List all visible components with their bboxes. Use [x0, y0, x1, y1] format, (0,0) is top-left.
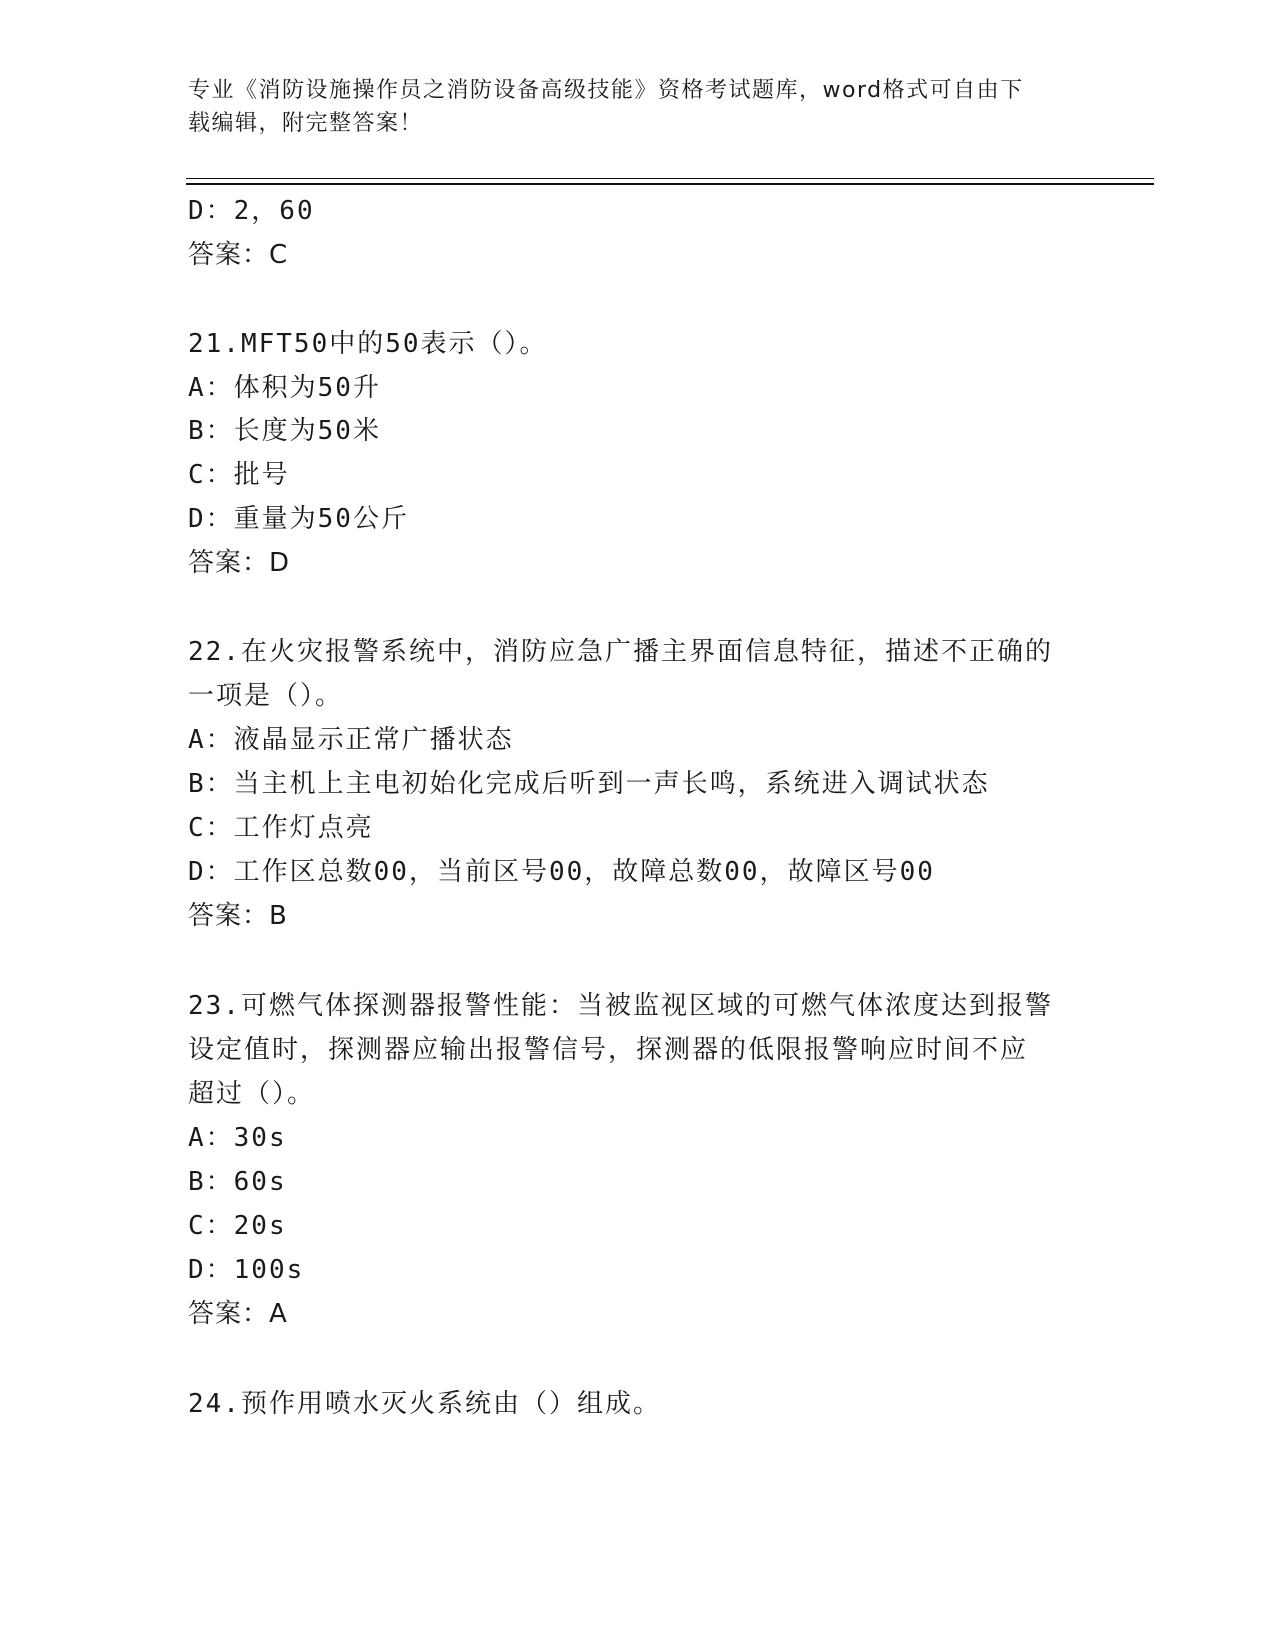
header-line-2: 载编辑，附完整答案！ — [188, 111, 424, 136]
q22-option-d: D：工作区总数00，当前区号00，故障总数00，故障区号00 — [188, 857, 935, 887]
q21-answer: 答案：D — [188, 548, 291, 578]
q21-option-b: B：长度为50米 — [188, 416, 381, 446]
q23-stem-line-1: 23.可燃气体探测器报警性能：当被监视区域的可燃气体浓度达到报警 — [188, 991, 1053, 1021]
q21-option-c: C：批号 — [188, 460, 290, 490]
document-header — [188, 74, 1088, 140]
q20-option-d: D：2，60 — [188, 196, 315, 226]
q22-stem-line-2: 一项是（）。 — [188, 681, 344, 711]
header-divider-thick — [186, 183, 1154, 185]
q22-option-a: A：液晶显示正常广播状态 — [188, 725, 514, 755]
q21-stem: 21.MFT50中的50表示（）。 — [188, 329, 548, 359]
q22-option-b: B：当主机上主电初始化完成后听到一声长鸣，系统进入调试状态 — [188, 769, 990, 799]
q21-option-d: D：重量为50公斤 — [188, 504, 409, 534]
q23-option-b: B：60s — [188, 1167, 287, 1197]
q23-option-c: C：20s — [188, 1211, 287, 1241]
q24-stem: 24.预作用喷水灭火系统由（）组成。 — [188, 1389, 661, 1419]
header-line-1: 专业《消防设施操作员之消防设备高级技能》资格考试题库，word格式可自由下 — [188, 78, 1024, 103]
q23-stem-line-2: 设定值时，探测器应输出报警信号，探测器的低限报警响应时间不应 — [188, 1035, 1029, 1065]
header-divider-thin — [186, 178, 1154, 179]
q22-stem-line-1: 22.在火灾报警系统中，消防应急广播主界面信息特征，描述不正确的 — [188, 637, 1053, 667]
q22-answer: 答案：B — [188, 901, 288, 931]
q21-option-a: A：体积为50升 — [188, 373, 381, 403]
q20-answer: 答案：C — [188, 240, 289, 270]
q23-answer: 答案：A — [188, 1299, 288, 1329]
q23-option-a: A：30s — [188, 1123, 287, 1153]
q22-option-c: C：工作灯点亮 — [188, 813, 374, 843]
q23-stem-line-3: 超过（）。 — [188, 1079, 316, 1109]
q23-option-d: D：100s — [188, 1255, 305, 1285]
